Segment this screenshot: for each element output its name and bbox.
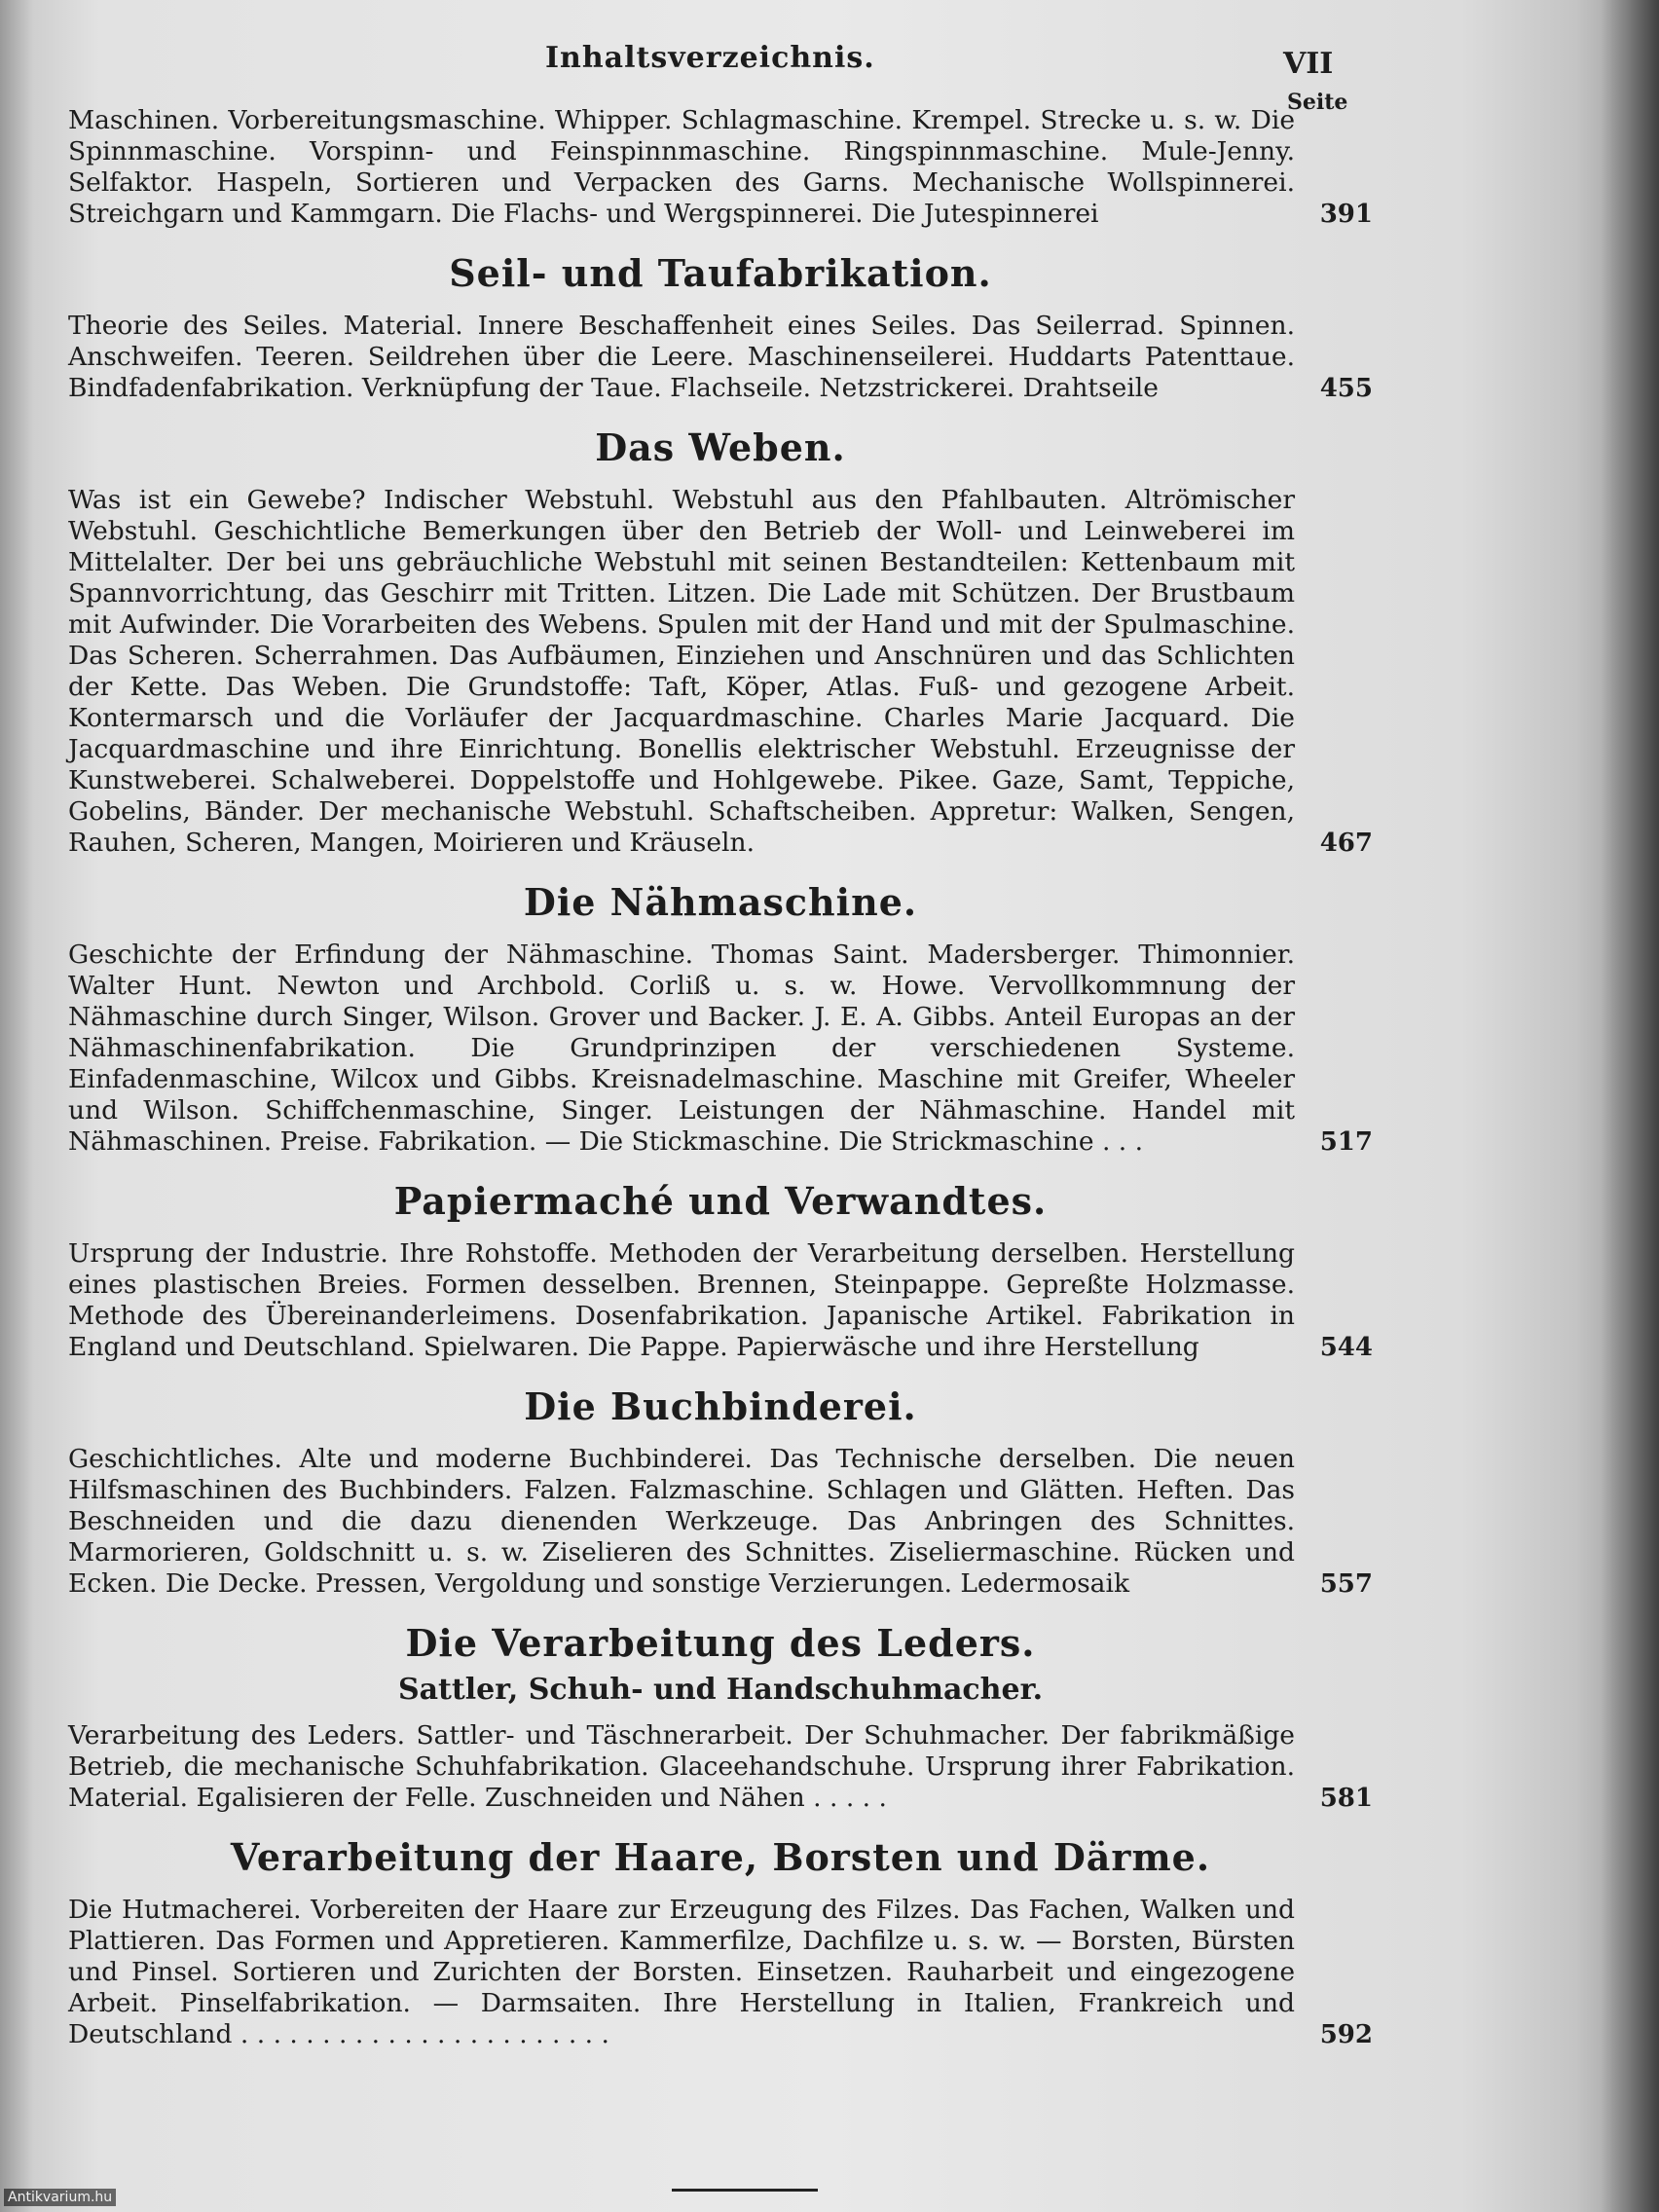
section-title: Die Nähmaschine.	[523, 880, 918, 924]
toc-section	[68, 251, 1373, 404]
toc-entry	[68, 1444, 1373, 1600]
toc-entry	[68, 940, 1373, 1158]
toc-entry-page: 467	[1319, 829, 1373, 858]
toc-section	[68, 425, 1373, 859]
toc-entry-text: Theorie des Seiles. Material. Innere Beschaffenheit eines Seiles. Das Seilerrad. Spinnen. Anschweifen. Teeren. Seildrehen über die Leere. Maschinenseilerei. Huddarts Patenttaue. Bindfadenfabrikation. Verknüpfung der Taue. Flachseile. Netzstrickerei. Drahtseile	[68, 311, 1295, 403]
toc-entry	[68, 485, 1373, 859]
page-number: VII	[1283, 47, 1334, 81]
toc-entry-text: Ursprung der Industrie. Ihre Rohstoffe. Methoden der Verarbeitung derselben. Herstellung eines plastischen Breies. Formen desselben. Brennen, Steinpappe. Gepreßte Holzmasse. Methode des Übereinanderleimens. Dosenfabrikation. Japanische Artikel. Fabrikation in England und Deutschland. Spielwaren. Die Pappe. Papierwäsche und ihre Herstellung	[68, 1238, 1295, 1362]
section-title: Papiermaché und Verwandtes.	[393, 1179, 1048, 1223]
toc-entry	[68, 1238, 1373, 1363]
toc-entry	[68, 311, 1373, 404]
toc-entry-page: 592	[1319, 2020, 1373, 2049]
section-title: Das Weben.	[595, 425, 846, 469]
toc-entry	[68, 1895, 1373, 2050]
toc-entry-page: 455	[1319, 374, 1373, 403]
section-title: Die Verarbeitung des Leders.	[405, 1621, 1036, 1665]
toc-entry-page: 391	[1319, 200, 1373, 229]
toc-entry-page: 517	[1319, 1127, 1373, 1157]
section-subtitle: Sattler, Schuh- und Handschuhmacher.	[397, 1673, 1044, 1707]
toc-section	[68, 1384, 1373, 1600]
toc-entry	[68, 105, 1373, 230]
page-column-label: Seite	[1287, 90, 1348, 115]
toc-section	[68, 1621, 1373, 1814]
section-title: Seil- und Taufabrikation.	[449, 251, 992, 295]
book-spine-shadow	[1601, 0, 1659, 2212]
toc-entry-text: Verarbeitung des Leders. Sattler- und Täschnerarbeit. Der Schuhmacher. Der fabrikmäßige Betrieb, die mechanische Schuhfabrikation. Glaceehandschuhe. Ursprung ihrer Fabrikation. Material. Egalisieren der Felle. Zuschneiden und Nähen . . . . .	[68, 1720, 1295, 1813]
watermark: Antikvarium.hu	[4, 2189, 116, 2206]
toc-entry	[68, 1720, 1373, 1814]
section-title: Verarbeitung der Haare, Borsten und Därme.	[230, 1835, 1211, 1879]
toc-entry-text: Geschichte der Erfindung der Nähmaschine. Thomas Saint. Madersberger. Thimonnier. Walter Hunt. Newton und Archbold. Corliß u. s. w. Howe. Vervollkommnung der Nähmaschine durch Singer, Wilson. Grover und Backer. J. E. A. Gibbs. Anteil Europas an der Nähmaschinenfabrikation. Die Grundprinzipen der verschiedenen Systeme. Einfadenmaschine, Wilcox und Gibbs. Kreisnadelmaschine. Maschine mit Greifer, Wheeler und Wilson. Schiffchenmaschine, Singer. Leistungen der Nähmaschine. Handel mit Nähmaschinen. Preise. Fabrikation. — Die Stickmaschine. Die Strickmaschine . . .	[68, 940, 1295, 1157]
end-rule	[672, 2189, 818, 2192]
toc-entry-text: Geschichtliches. Alte und moderne Buchbinderei. Das Technische derselben. Die neuen Hilfsmaschinen des Buchbinders. Falzen. Falzmaschine. Schlagen und Glätten. Heften. Das Beschneiden und die dazu dienenden Werkzeuge. Das Anbringen des Schnittes. Marmorieren, Goldschnitt u. s. w. Ziselieren des Schnittes. Ziseliermaschine. Rücken und Ecken. Die Decke. Pressen, Vergoldung und sonstige Verzierungen. Ledermosaik	[68, 1444, 1295, 1599]
toc-entry-page: 557	[1319, 1569, 1373, 1599]
toc-section	[68, 1179, 1373, 1363]
toc-entry-page: 581	[1319, 1784, 1373, 1813]
running-head: Inhaltsverzeichnis.	[545, 41, 875, 75]
section-title: Die Buchbinderei.	[524, 1384, 917, 1428]
toc-entry-text: Was ist ein Gewebe? Indischer Webstuhl. Webstuhl aus den Pfahlbauten. Altrömischer Webstuhl. Geschichtliche Bemerkungen über den Betrieb der Woll- und Leinweberei im Mittelalter. Der bei uns gebräuchliche Webstuhl mit seinen Bestandteilen: Kettenbaum mit Spannvorrichtung, das Geschirr mit Tritten. Litzen. Die Lade mit Schützen. Der Brustbaum mit Aufwinder. Die Vorarbeiten des Webens. Spulen mit der Hand und mit der Spulmaschine. Das Scheren. Scherrahmen. Das Aufbäumen, Einziehen und Anschnüren und das Schlichten der Kette. Das Weben. Die Grundstoffe: Taft, Köper, Atlas. Fuß- und gezogene Arbeit. Kontermarsch und die Vorläufer der Jacquardmaschine. Charles Marie Jacquard. Die Jacquardmaschine und ihre Einrichtung. Bonellis elektrischer Webstuhl. Erzeugnisse der Kunstweberei. Schalweberei. Doppelstoffe und Hohlgewebe. Pikee. Gaze, Samt, Teppiche, Gobelins, Bänder. Der mechanische Webstuhl. Schaftscheiben. Appretur: Walken, Sengen, Rauhen, Scheren, Mangen, Moirieren und Kräuseln.	[68, 485, 1295, 858]
toc-section	[68, 880, 1373, 1158]
toc-entry-text: Maschinen. Vorbereitungsmaschine. Whipper. Schlagmaschine. Krempel. Strecke u. s. w. Die Spinnmaschine. Vorspinn- und Feinspinnmaschine. Ringspinnmaschine. Mule-Jenny. Selfaktor. Haspeln, Sortieren und Verpacken des Garns. Mechanische Wollspinnerei. Streichgarn und Kammgarn. Die Flachs- und Wergspinnerei. Die Jutespinnerei	[68, 105, 1295, 229]
toc-section	[68, 1835, 1373, 2050]
toc-entry-text: Die Hutmacherei. Vorbereiten der Haare zur Erzeugung des Filzes. Das Fachen, Walken und Plattieren. Das Formen und Appretieren. Kammerfilze, Dachfilze u. s. w. — Borsten, Bürsten und Pinsel. Sortieren und Zurichten der Borsten. Einsetzen. Rauharbeit und eingezogene Arbeit. Pinselfabrikation. — Darmsaiten. Ihre Herstellung in Italien, Frankreich und Deutschland . . . . . . . . . . . . . . . . . . . . . . .	[68, 1895, 1295, 2049]
toc-entry-page: 544	[1319, 1333, 1373, 1362]
toc-section	[68, 105, 1373, 230]
toc-content	[68, 105, 1373, 2072]
